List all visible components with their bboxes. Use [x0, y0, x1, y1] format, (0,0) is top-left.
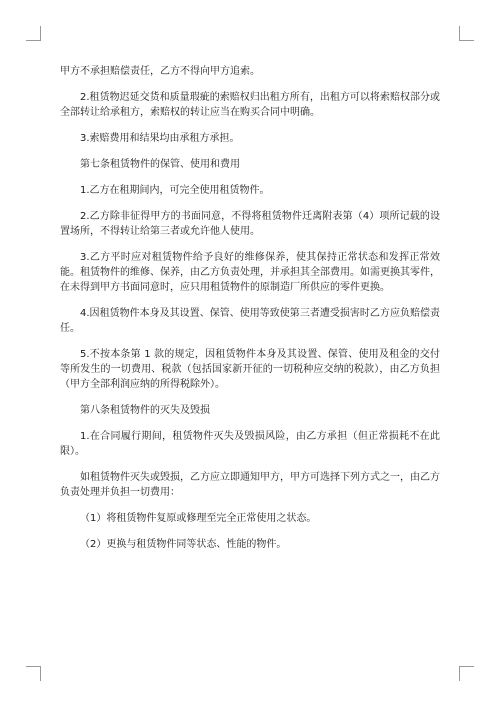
paragraph-clause-6-2: 2.租赁物迟延交货和质量瑕疵的索赔权归出租方所有，出租方可以将索赔权部分或全部转让给承租方，索赔权的转让应当在购买合同中明确。	[60, 92, 440, 118]
crop-mark-bottom-left	[26, 666, 41, 681]
paragraph-clause-8-notice: 如租赁物件灭失或毁损，乙方应立即通知甲方，甲方可选择下列方式之一，由乙方负责处理并负担一切费用：	[60, 472, 440, 498]
paragraph-clause-7-1: 1.乙方在租期间内，可完全使用租赁物件。	[80, 185, 270, 196]
list-item-option-1: （1）将租赁物件复原或修理至完全正常使用之状态。	[80, 513, 317, 524]
crop-mark-bottom-right	[459, 666, 474, 681]
paragraph-continuation: 甲方不承担赔偿责任，乙方不得向甲方追索。	[60, 66, 260, 77]
paragraph-clause-7-3: 3.乙方平时应对租赁物件给予良好的维修保养，使其保持正常状态和发挥正常效能。租赁物件的维修、保养，由乙方负责处理，并承担其全部费用。如需更换其零件，在未得到甲方书面同意时，应只用租赁物件的原制造厂所供应的零件更换。	[60, 252, 440, 293]
paragraph-clause-8-1: 1.在合同履行期间，租赁物件灭失及毁损风险，由乙方承担（但正常损耗不在此限）。	[60, 431, 440, 457]
paragraph-clause-7-4: 4.因租赁物件本身及其设置、保管、使用等致使第三者遭受损害时乙方应负赔偿责任。	[60, 308, 440, 334]
paragraph-clause-7-5: 5.不按本条第 1 款的规定，因租赁物件本身及其设置、保管、使用及租金的交付等所发生的一切费用、税款（包括国家新开征的一切税种应交纳的税款），由乙方负担（甲方全部利润应纳的所得税除外）。	[60, 349, 440, 390]
paragraph-clause-7-2: 2.乙方除非征得甲方的书面同意，不得将租赁物件迁离附表第（4）项所记载的设置场所，不得转让给第三者或允许他人使用。	[60, 211, 440, 237]
document-body	[60, 64, 440, 563]
section-heading-article-8: 第八条租赁物件的灭失及毁损	[80, 405, 210, 416]
list-item-option-2: （2）更换与租赁物件同等状态、性能的物件。	[80, 539, 287, 550]
section-heading-article-7: 第七条租赁物件的保管、使用和费用	[80, 159, 240, 170]
crop-mark-top-right	[459, 26, 474, 41]
paragraph-clause-6-3: 3.索赔费用和结果均由承租方承担。	[80, 133, 240, 144]
crop-mark-top-left	[26, 26, 41, 41]
